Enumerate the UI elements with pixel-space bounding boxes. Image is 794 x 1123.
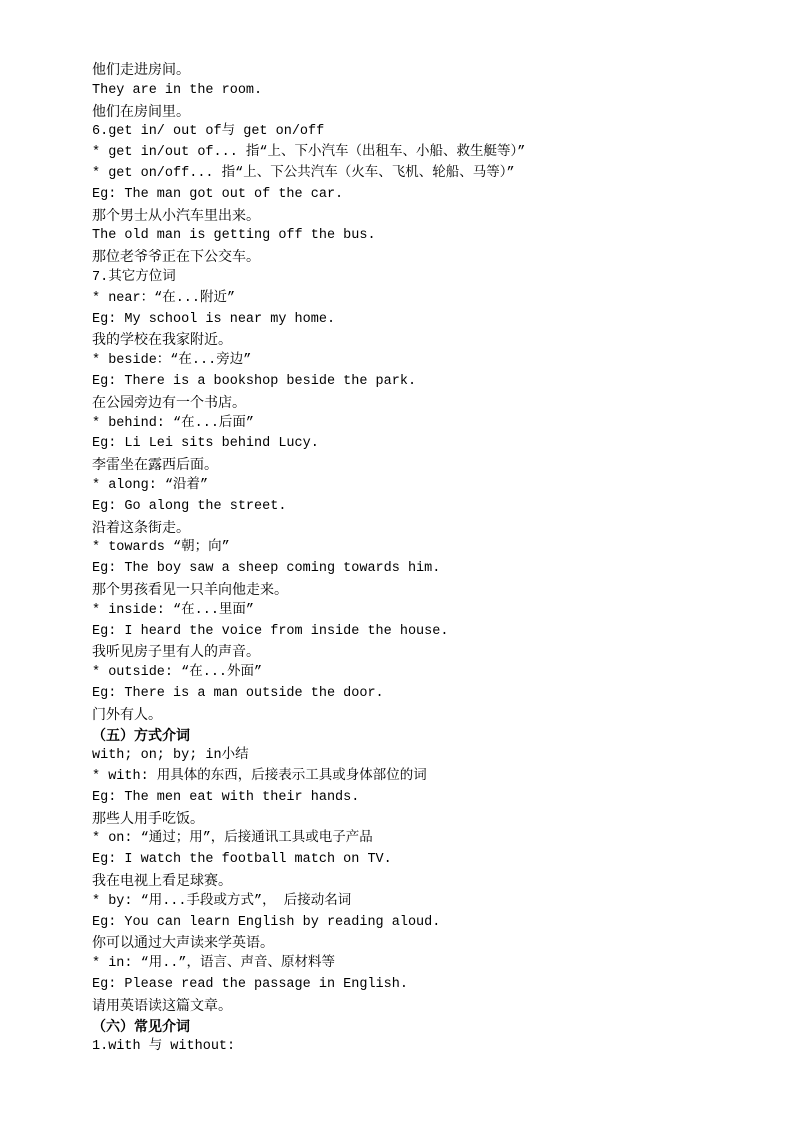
text-line: 我听见房子里有人的声音。 [92,644,260,661]
text-line: Eg: The man got out of the car. [92,186,344,202]
text-line: 那个男士从小汽车里出来。 [92,207,260,224]
text-line: 请用英语读这篇文章。 [92,997,232,1014]
text-line: * beside：“在...旁边” [92,353,252,369]
text-line: Eg: I watch the football match on TV. [92,852,392,868]
text-line: 你可以通过大声读来学英语。 [92,935,274,952]
text-line: 沿着这条街走。 [92,519,190,536]
text-line: Eg: Go along the street. [92,498,287,514]
text-line: * get in/out of... 指“上、下小汽车（出租车、小船、救生艇等）” [92,145,526,161]
text-line: 门外有人。 [92,706,162,723]
text-line: * outside: “在...外面” [92,665,263,681]
text-line: * towards “朝；向” [92,540,230,556]
text-line: Eg: There is a bookshop beside the park. [92,373,417,389]
text-line: 我在电视上看足球赛。 [92,873,232,890]
text-line: They are in the room. [92,82,263,98]
text-line: 在公园旁边有一个书店。 [92,394,246,411]
text-line: Eg: The boy saw a sheep coming towards him. [92,561,441,577]
text-line: Eg: There is a man outside the door. [92,685,384,701]
text-line: 那位老爷爷正在下公交车。 [92,249,260,266]
text-line: Eg: Please read the passage in English. [92,977,408,993]
text-line: 我的学校在我家附近。 [92,332,232,349]
text-line: Eg: Li Lei sits behind Lucy. [92,436,319,452]
text-line: 那些人用手吃饭。 [92,810,204,827]
text-line: Eg: I heard the voice from inside the house. [92,623,449,639]
text-line: * along: “沿着” [92,477,209,493]
text-line: * with: 用具体的东西，后接表示工具或身体部位的词 [92,769,427,785]
text-line: * inside: “在...里面” [92,602,255,618]
text-line: Eg: You can learn English by reading aloud. [92,914,441,930]
text-line: * behind: “在...后面” [92,415,255,431]
text-line: * by: “用...手段或方式”， 后接动名词 [92,893,352,909]
text-line: 他们在房间里。 [92,103,190,120]
text-line: 7.其它方位词 [92,269,176,285]
text-line: 李雷坐在露西后面。 [92,457,218,474]
text-line: 他们走进房间。 [92,62,190,78]
text-line: Eg: My school is near my home. [92,311,336,327]
document-page [92,60,732,1058]
text-line: 1.with 与 without: [92,1039,236,1055]
text-line: with; on; by; in小结 [92,748,249,764]
text-line: * in: “用..”，语言、声音、原材料等 [92,956,336,972]
text-line: 6.get in/ out of与 get on/off [92,124,325,140]
text-line: The old man is getting off the bus. [92,228,376,244]
section-heading: （五）方式介词 [92,727,190,744]
text-line: * get on/off... 指“上、下公共汽车（火车、飞机、轮船、马等）” [92,165,515,181]
text-line: Eg: The men eat with their hands. [92,789,360,805]
text-line: * near：“在...附近” [92,290,236,306]
text-line: 那个男孩看见一只羊向他走来。 [92,581,288,598]
text-line: * on: “通过；用”，后接通讯工具或电子产品 [92,831,373,847]
section-heading: （六）常见介词 [92,1018,190,1035]
